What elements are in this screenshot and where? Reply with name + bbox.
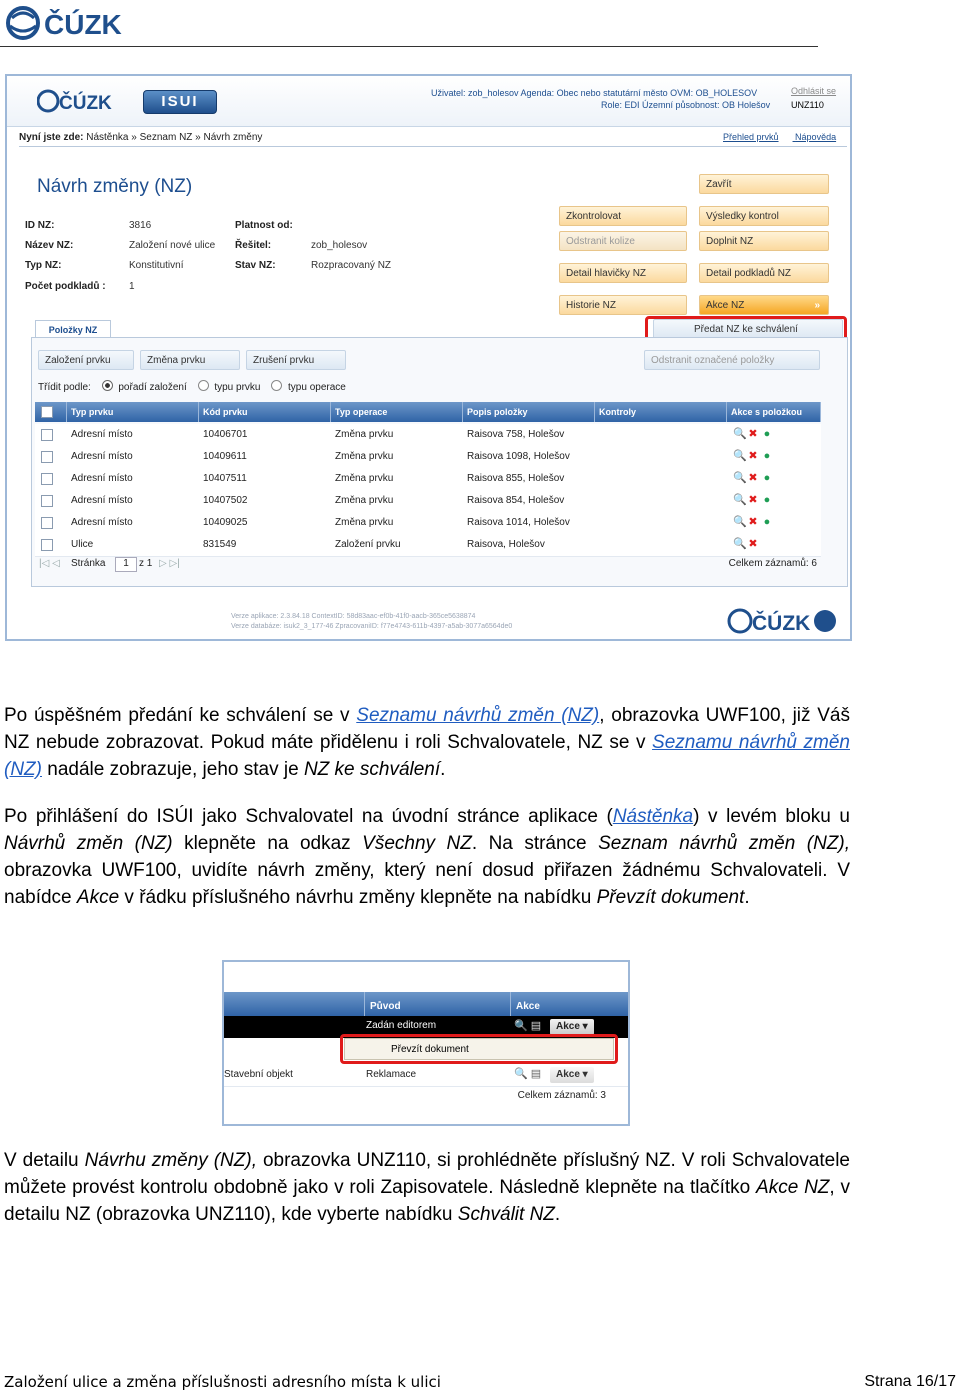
close-button[interactable]: Zavřít bbox=[699, 174, 829, 194]
search-icon[interactable]: 🔍 bbox=[733, 428, 747, 440]
delete-icon[interactable]: ✖ bbox=[748, 538, 758, 550]
delete-icon[interactable]: ✖ bbox=[748, 472, 758, 484]
table-cell: 10409025 bbox=[203, 517, 248, 528]
link-napoveda[interactable]: Nápověda bbox=[795, 132, 837, 142]
s2-row1-origin: Zadán editorem bbox=[366, 1020, 437, 1031]
role-info: Role: EDI Územní působnost: OB Holešov bbox=[601, 100, 771, 110]
paragraph-3 bbox=[4, 1147, 850, 1228]
search-icon[interactable]: 🔍 bbox=[733, 494, 747, 506]
validity-label: Platnost od: bbox=[235, 220, 293, 231]
s2-total: Celkem záznamů: 3 bbox=[517, 1090, 606, 1101]
p3-text-2: obrazovka UNZ110, si prohlédněte příslušný NZ. V roli Schvalovatele můžete provést kontrolu obdobně jako v roli Zapisovatele. Následně klepněte na tlačítko bbox=[4, 1150, 850, 1198]
menu-item-prevzit-dokument[interactable]: Převzít dokument bbox=[344, 1038, 614, 1060]
svg-text:ČÚZK: ČÚZK bbox=[59, 93, 112, 114]
footer-logo bbox=[727, 606, 837, 636]
actions-nz-button[interactable] bbox=[699, 295, 829, 315]
delete-icon[interactable]: ✖ bbox=[748, 450, 758, 462]
page-title: Návrh změny (NZ) bbox=[37, 176, 193, 197]
divider bbox=[19, 146, 847, 147]
p2-em-4: Akce bbox=[76, 887, 120, 908]
table-cell: Adresní místo bbox=[71, 517, 133, 528]
docs-detail-button[interactable]: Detail podkladů NZ bbox=[699, 263, 829, 283]
p2-text-4: . Na stránce bbox=[471, 833, 599, 854]
check-button[interactable]: Zkontrolovat bbox=[559, 206, 687, 226]
p2-text-3: klepněte na odkaz bbox=[172, 833, 363, 854]
count-label: Počet podkladů : bbox=[25, 281, 106, 292]
breadcrumb-path[interactable]: Nástěnka » Seznam NZ » Návrh změny bbox=[86, 132, 263, 143]
p1-state: NZ ke schválení bbox=[303, 759, 441, 780]
select-all-cell bbox=[35, 402, 67, 422]
table-cell: Raisova, Holešov bbox=[467, 539, 545, 550]
state-label: Stav NZ: bbox=[235, 260, 276, 271]
col-typ-prvku[interactable]: Typ prvku bbox=[67, 402, 199, 422]
p2-text-2: ) v levém bloku u bbox=[693, 806, 850, 827]
grid-header bbox=[35, 402, 821, 422]
actions-nz-label: Akce NZ bbox=[706, 300, 745, 311]
p2-em-1: Návrhů změn (NZ) bbox=[4, 833, 173, 854]
table-cell: Změna prvku bbox=[335, 517, 394, 528]
search-icon[interactable]: 🔍 bbox=[733, 516, 747, 528]
remove-selected-button[interactable]: Odstranit označené položky bbox=[644, 350, 820, 370]
logout-link[interactable]: Odhlásit se bbox=[791, 86, 837, 96]
screenshot-akce-menu bbox=[222, 960, 630, 1126]
table-cell: Ulice bbox=[71, 539, 94, 550]
submit-for-approval-menu-item[interactable]: Předat NZ ke schválení bbox=[653, 319, 843, 339]
p1-text-1: Po úspěšném předání ke schválení se v bbox=[4, 705, 357, 726]
sort-radio-order[interactable] bbox=[102, 380, 113, 391]
app-logo bbox=[37, 88, 117, 114]
table-cell: Raisova 1098, Holešov bbox=[467, 451, 570, 462]
add-feature-button[interactable]: Založení prvku bbox=[38, 350, 134, 370]
table-cell: Změna prvku bbox=[335, 429, 394, 440]
search-icon[interactable]: 🔍 bbox=[514, 1068, 528, 1080]
row-checkbox[interactable] bbox=[41, 429, 53, 441]
s2-row2-type: Stavební objekt bbox=[224, 1069, 293, 1080]
p2-text-6: v řádku příslušného návrhu změny klepněte na nabídku bbox=[119, 887, 597, 908]
table-cell: 10407502 bbox=[203, 495, 248, 506]
row-checkbox[interactable] bbox=[41, 495, 53, 507]
p2-em-2: Všechny NZ bbox=[362, 833, 472, 854]
s2-grid-header bbox=[224, 992, 628, 1016]
p2-text-5: obrazovka UWF100, uvidíte návrh změny, který není dosud přiřazen žádnému Schvalovateli. V nabídce bbox=[4, 860, 850, 908]
document-icon[interactable]: ▤ bbox=[530, 1068, 542, 1080]
s2-row-2[interactable] bbox=[224, 1064, 628, 1087]
table-cell: 10407511 bbox=[203, 473, 247, 484]
globe-icon[interactable]: ● bbox=[763, 450, 771, 462]
s2-row2-origin: Reklamace bbox=[366, 1069, 417, 1080]
breadcrumb bbox=[19, 132, 262, 143]
pager-page-input[interactable]: 1 bbox=[115, 557, 137, 572]
p3-text-4: . bbox=[554, 1204, 561, 1225]
row-checkbox[interactable] bbox=[41, 539, 53, 551]
isui-logo: ISUI bbox=[143, 90, 217, 114]
table-cell: Adresní místo bbox=[71, 473, 133, 484]
user-info: Uživatel: zob_holesov Agenda: Obec nebo statutární město OVM: OB_HOLESOV bbox=[431, 88, 758, 98]
table-cell: Adresní místo bbox=[71, 429, 133, 440]
p2-text-7: . bbox=[744, 887, 750, 908]
history-button[interactable]: Historie NZ bbox=[559, 295, 687, 315]
globe-icon[interactable]: ● bbox=[763, 472, 771, 484]
s2-col-akce: Akce bbox=[516, 1001, 540, 1012]
pager-label: Stránka bbox=[71, 558, 106, 569]
row-checkbox[interactable] bbox=[41, 517, 53, 529]
pager-of: z 1 bbox=[139, 558, 153, 569]
table-cell: Změna prvku bbox=[335, 473, 394, 484]
add-nz-button[interactable]: Doplnit NZ bbox=[699, 231, 829, 251]
p1-text-4: . bbox=[440, 759, 446, 780]
pager-next-icons[interactable]: ▷ ▷| bbox=[159, 558, 180, 569]
table-cell: Založení prvku bbox=[335, 539, 401, 550]
p3-em-2: Akce NZ bbox=[756, 1177, 830, 1198]
table-cell: Raisova 758, Holešov bbox=[467, 429, 565, 440]
name-value: Založení nové ulice bbox=[129, 240, 216, 251]
state-value: Rozpracovaný NZ bbox=[311, 260, 392, 271]
table-cell: Raisova 854, Holešov bbox=[467, 495, 565, 506]
grid-total: Celkem záznamů: 6 bbox=[728, 558, 817, 569]
screenshot-unz110 bbox=[5, 74, 852, 641]
type-label: Typ NZ: bbox=[25, 260, 62, 271]
cancel-feature-button[interactable]: Zrušení prvku bbox=[246, 350, 346, 370]
svg-text:ČÚZK: ČÚZK bbox=[752, 612, 811, 635]
table-row[interactable] bbox=[35, 424, 821, 447]
delete-icon[interactable]: ✖ bbox=[748, 516, 758, 528]
search-icon[interactable]: 🔍 bbox=[733, 472, 747, 484]
table-cell: Změna prvku bbox=[335, 451, 394, 462]
link-prehled-prvku[interactable]: Přehled prvků bbox=[723, 132, 779, 142]
sort-option-operation: typu operace bbox=[288, 382, 346, 393]
sort-label: Třídit podle: bbox=[38, 382, 91, 393]
header-rule bbox=[0, 46, 818, 47]
p3-em-3: Schválit NZ bbox=[457, 1204, 555, 1225]
paragraph-2 bbox=[4, 803, 850, 911]
id-value: 3816 bbox=[129, 220, 152, 231]
s2-row2-akce-button[interactable]: Akce ▾ bbox=[550, 1067, 594, 1083]
s2-row1-akce-button[interactable]: Akce ▾ bbox=[550, 1019, 594, 1035]
document-icon[interactable]: ▤ bbox=[530, 1020, 542, 1032]
table-cell: Změna prvku bbox=[335, 495, 394, 506]
p3-em-1: Návrhu změny (NZ), bbox=[84, 1150, 257, 1171]
sort-radio-operation[interactable] bbox=[271, 380, 282, 391]
p3-text-3: , v detailu NZ (obrazovka UNZ110), kde vyberte nabídku bbox=[4, 1177, 850, 1225]
paragraph-1 bbox=[4, 702, 850, 783]
col-popis[interactable]: Popis položky bbox=[463, 402, 595, 422]
select-all-checkbox[interactable] bbox=[41, 406, 53, 418]
app-top-bar bbox=[7, 76, 850, 127]
table-cell: Adresní místo bbox=[71, 451, 133, 462]
search-icon[interactable]: 🔍 bbox=[733, 538, 747, 550]
col-kontroly[interactable]: Kontroly bbox=[595, 402, 727, 422]
table-row[interactable] bbox=[35, 512, 821, 535]
breadcrumb-prefix: Nyní jste zde: bbox=[19, 132, 84, 143]
table-cell: 10406701 bbox=[203, 429, 248, 440]
col-kod-prvku[interactable]: Kód prvku bbox=[199, 402, 331, 422]
table-cell: Raisova 855, Holešov bbox=[467, 473, 565, 484]
row-checkbox[interactable] bbox=[41, 451, 53, 463]
top-links bbox=[723, 132, 850, 142]
col-akce: Akce s položkou bbox=[727, 402, 821, 422]
col-typ-operace[interactable]: Typ operace bbox=[331, 402, 463, 422]
globe-icon[interactable]: ● bbox=[763, 428, 771, 440]
double-chevron-icon: » bbox=[814, 300, 820, 311]
p2-em-5: Převzít dokument bbox=[596, 887, 745, 908]
version-line-1: Verze aplikace: 2.3.84.18 ContextID: 58d83aac-ef0b-41f0-aacb-365ce5638874 bbox=[231, 613, 476, 620]
version-line-2: Verze databáze: isuk2_3_177-46 ZpracovaniID: f77e4743-611b-4397-a5ab-3077a6564de0 bbox=[231, 623, 513, 630]
s2-row2-akce-label: Akce bbox=[556, 1069, 580, 1080]
globe-icon[interactable]: ● bbox=[763, 494, 771, 506]
header-logo-text: ČÚZK bbox=[44, 9, 122, 40]
change-feature-button[interactable]: Změna prvku bbox=[140, 350, 240, 370]
delete-icon[interactable]: ✖ bbox=[748, 494, 758, 506]
sort-option-type: typu prvku bbox=[214, 382, 261, 393]
s2-highlight-box bbox=[340, 1034, 618, 1064]
p2-em-3: Seznam návrhů změn (NZ), bbox=[598, 833, 850, 854]
table-cell: 10409611 bbox=[203, 451, 247, 462]
version-info bbox=[231, 612, 512, 632]
screen-code: UNZ110 bbox=[791, 100, 824, 110]
check-results-button[interactable]: Výsledky kontrol bbox=[699, 206, 829, 226]
delete-icon[interactable]: ✖ bbox=[748, 428, 758, 440]
table-cell: Raisova 1014, Holešov bbox=[467, 517, 570, 528]
table-row[interactable] bbox=[35, 534, 821, 557]
pager bbox=[35, 556, 821, 576]
table-cell: Adresní místo bbox=[71, 495, 133, 506]
sort-option-order: pořadí založení bbox=[118, 382, 187, 393]
link-nastenka[interactable]: Nástěnka bbox=[612, 806, 694, 827]
p1-text-3: nadále zobrazuje, jeho stav je bbox=[41, 759, 304, 780]
link-seznam-nz-2[interactable]: Seznamu návrhů změn (NZ) bbox=[4, 732, 850, 780]
table-cell: 831549 bbox=[203, 539, 237, 550]
s2-col-puvod: Původ bbox=[370, 1001, 401, 1012]
header-detail-button[interactable]: Detail hlavičky NZ bbox=[559, 263, 687, 283]
cuzk-logo bbox=[6, 4, 124, 42]
solver-value: zob_holesov bbox=[311, 240, 368, 251]
page-number: Strana 16/17 bbox=[864, 1373, 956, 1390]
link-seznam-nz-1[interactable]: Seznamu návrhů změn (NZ) bbox=[356, 705, 600, 726]
s2-row1-akce-label: Akce bbox=[556, 1021, 580, 1032]
type-value: Konstitutivní bbox=[129, 260, 184, 271]
p1-text-2: , obrazovka UWF100, již Váš NZ nebude zobrazovat. Pokud máte přidělenu i roli Schvalovatele, NZ se v bbox=[4, 705, 850, 753]
id-label: ID NZ: bbox=[25, 220, 55, 231]
solver-label: Řešitel: bbox=[235, 240, 272, 251]
remove-collisions-button[interactable]: Odstranit kolize bbox=[559, 231, 687, 251]
footer-title: Založení ulice a změna příslušnosti adresního místa k ulici bbox=[4, 1373, 441, 1391]
tab-polozky-nz[interactable]: Položky NZ bbox=[35, 320, 111, 339]
table-row[interactable] bbox=[35, 468, 821, 491]
search-icon[interactable]: 🔍 bbox=[514, 1020, 528, 1032]
p2-text-1: Po přihlášení do ISÚI jako Schvalovatel na úvodní stránce aplikace ( bbox=[4, 806, 613, 827]
sort-options bbox=[38, 380, 346, 393]
row-checkbox[interactable] bbox=[41, 473, 53, 485]
globe-icon[interactable]: ● bbox=[763, 516, 771, 528]
p3-text-1: V detailu bbox=[4, 1150, 85, 1171]
sort-radio-type[interactable] bbox=[198, 380, 209, 391]
table-row[interactable] bbox=[35, 446, 821, 469]
pager-nav-icons[interactable]: |◁ ◁ bbox=[39, 558, 60, 569]
table-row[interactable] bbox=[35, 490, 821, 513]
count-value: 1 bbox=[129, 281, 135, 292]
name-label: Název NZ: bbox=[25, 240, 74, 251]
search-icon[interactable]: 🔍 bbox=[733, 450, 747, 462]
